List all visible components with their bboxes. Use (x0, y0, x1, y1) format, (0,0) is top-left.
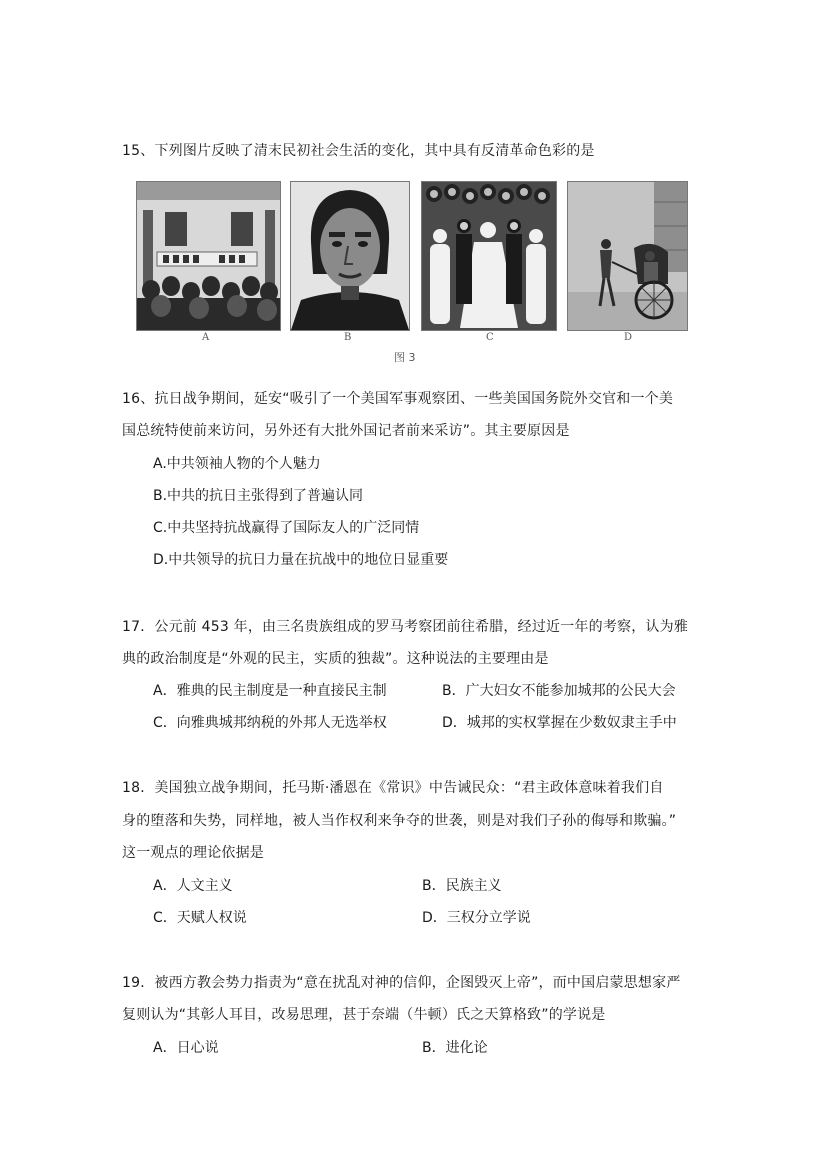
q15-stem: 15、下列图片反映了清末民初社会生活的变化，其中具有反清革命色彩的是 (122, 143, 595, 159)
q17-stem-line2: 典的政治制度是“外观的民主，实质的独裁”。这种说法的主要理由是 (122, 651, 549, 667)
q19-stem-line2: 复则认为“其彰人耳目，改易思理，甚于奈端（牛顿）氏之天算格致”的学说是 (122, 1007, 606, 1023)
q16-stem-line1: 16、抗日战争期间，延安“吸引了一个美国军事观察团、一些美国国务院外交官和一个美 (122, 391, 674, 407)
q17-option-d: D．城邦的实权掌握在少数奴隶主手中 (442, 715, 677, 731)
q18-stem-line2: 身的堕落和失势，同样地，被人当作权利来争夺的世袭，则是对我们子孙的侮辱和欺骗。” (122, 813, 677, 829)
q17-option-c: C．向雅典城邦纳税的外邦人无选举权 (153, 715, 387, 731)
photo-a (136, 181, 281, 331)
q19-option-a: A．日心说 (153, 1040, 219, 1056)
photo-b-label: B (344, 332, 352, 343)
q17-option-a: A．雅典的民主制度是一种直接民主制 (153, 683, 387, 699)
photo-c-label: C (486, 332, 494, 343)
q16-option-b: B.中共的抗日主张得到了普遍认同 (153, 488, 364, 504)
q18-stem-line3: 这一观点的理论依据是 (122, 845, 264, 861)
q18-option-c: C．天赋人权说 (153, 910, 247, 926)
q19-stem-line1: 19．被西方教会势力指责为“意在扰乱对神的信仰，企图毁灭上帝”，而中国启蒙思想家严 (122, 975, 681, 991)
q18-option-b: B．民族主义 (422, 878, 502, 894)
q15-figure (136, 181, 688, 371)
q16-option-d: D.中共领导的抗日力量在抗战中的地位日显重要 (153, 552, 449, 568)
q16-option-a: A.中共领袖人物的个人魅力 (153, 456, 321, 472)
q18-stem-line1: 18．美国独立战争期间，托马斯·潘恩在《常识》中告诫民众：“君主政体意味着我们自 (122, 780, 664, 796)
q17-stem-line1: 17．公元前 453 年，由三名贵族组成的罗马考察团前往希腊，经过近一年的考察，认为雅 (122, 619, 689, 635)
q17-option-b: B．广大妇女不能参加城邦的公民大会 (442, 683, 676, 699)
photo-a-label: A (202, 332, 210, 343)
q19-option-b: B．进化论 (422, 1040, 488, 1056)
q18-option-a: A．人文主义 (153, 878, 233, 894)
q16-option-c: C.中共坚持抗战赢得了国际友人的广泛同情 (153, 520, 420, 536)
photo-d-label: D (624, 332, 633, 343)
photo-c (421, 181, 557, 331)
photo-d (567, 181, 688, 331)
q16-stem-line2: 国总统特使前来访问，另外还有大批外国记者前来采访”。其主要原因是 (122, 423, 570, 439)
q18-option-d: D．三权分立学说 (422, 910, 531, 926)
figure-caption: 图 3 (394, 351, 416, 364)
photo-b (290, 181, 410, 331)
